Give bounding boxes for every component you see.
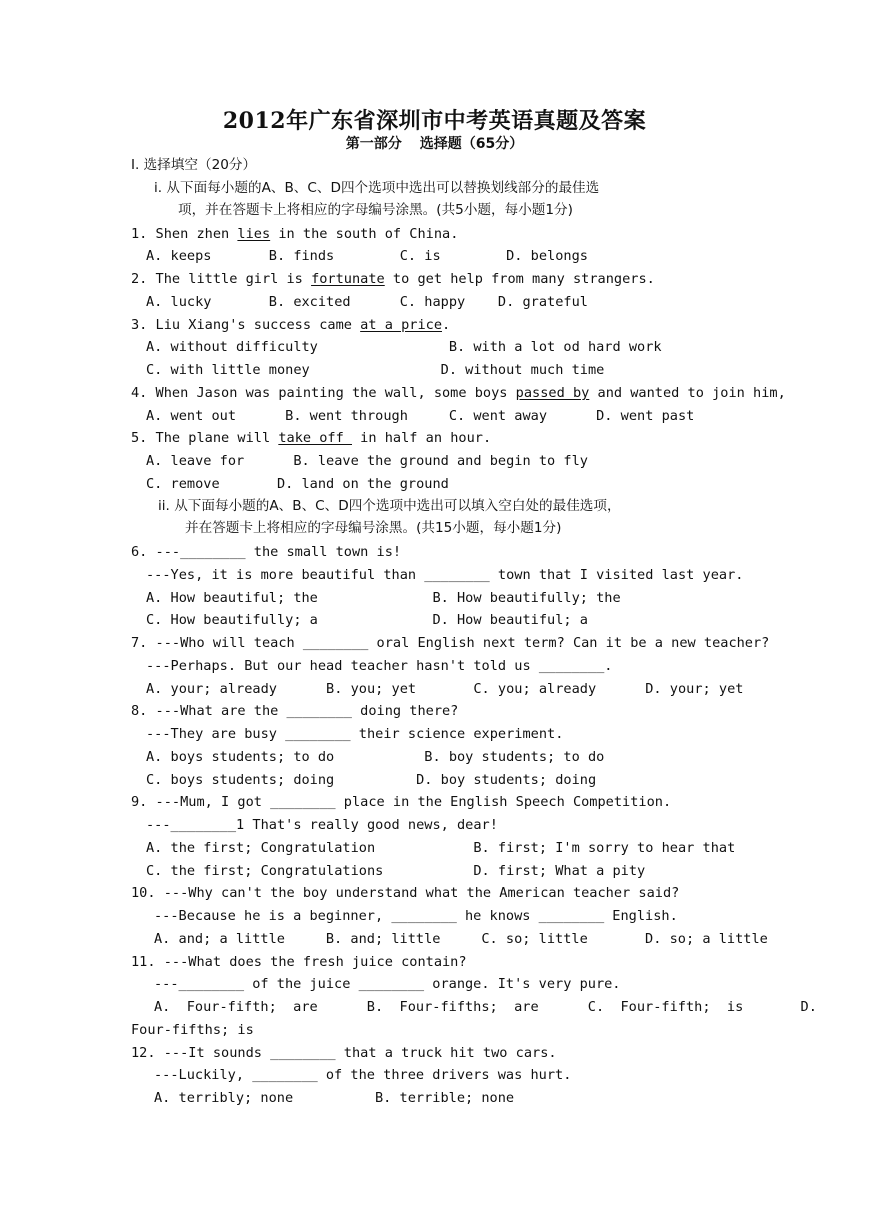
question-9-line2: ---________1 That's really good news, dear! [146, 817, 498, 833]
question-text: 4. When Jason was painting the wall, some boys [131, 385, 516, 401]
question-7-options: A. your; already B. you; yet C. you; already D. your; yet [146, 681, 744, 697]
underlined-phrase: lies [237, 226, 271, 242]
document-title: 2012年广东省深圳市中考英语真题及答案 [222, 108, 647, 134]
instruction-i-line1: i. 从下面每小题的A、B、C、D四个选项中选出可以替换划线部分的最佳选 [154, 180, 600, 196]
instruction-i-line2: 项，并在答题卡上将相应的字母编号涂黑。(共5小题，每小题1分) [178, 202, 573, 218]
question-3-options-1: A. without difficulty B. with a lot od hard work [146, 339, 662, 355]
underlined-phrase: passed by [515, 385, 590, 401]
question-8-line1: 8. ---What are the ________ doing there? [131, 703, 459, 719]
underlined-phrase: at a price [360, 317, 442, 333]
question-6-line1: 6. ---________ the small town is! [131, 544, 402, 560]
question-2 [131, 270, 655, 288]
question-8-options-1: A. boys students; to do B. boy students; to do [146, 749, 605, 765]
question-1-options: A. keeps B. finds C. is D. belongs [146, 248, 588, 264]
question-3-options-2: C. with little money D. without much time [146, 362, 605, 378]
question-6-options-1: A. How beautiful; the B. How beautifully; the [146, 590, 621, 606]
question-text: in the south of China. [270, 226, 459, 242]
question-9-options-1: A. the first; Congratulation B. first; I'm sorry to hear that [146, 840, 736, 856]
question-10-line2: ---Because he is a beginner, ________ he knows ________ English. [154, 908, 678, 924]
question-9-line1: 9. ---Mum, I got ________ place in the English Speech Competition. [131, 794, 672, 810]
question-10-line1: 10. ---Why can't the boy understand what the American teacher said? [131, 885, 680, 901]
question-9-options-2: C. the first; Congratulations D. first; What a pity [146, 863, 646, 879]
question-12-options: A. terribly; none B. terrible; none [154, 1090, 515, 1106]
question-6-line2: ---Yes, it is more beautiful than ________ town that I visited last year. [146, 567, 744, 583]
question-2-options: A. lucky B. excited C. happy D. grateful [146, 294, 588, 310]
document-subtitle [0, 133, 869, 153]
subtitle-section: 选择题（65分） [419, 136, 524, 152]
question-text: in half an hour. [352, 430, 492, 446]
question-5-options-2: C. remove D. land on the ground [146, 476, 449, 492]
section-heading: I. 选择填空（20分） [131, 157, 257, 173]
underlined-phrase: take off [278, 430, 352, 446]
question-5-options-1: A. leave for B. leave the ground and begin to fly [146, 453, 588, 469]
question-text: 5. The plane will [131, 430, 279, 446]
question-text: and wanted to join him, [589, 385, 786, 401]
question-7-line1: 7. ---Who will teach ________ oral English next term? Can it be a new teacher? [131, 635, 770, 651]
question-text: 1. Shen zhen [131, 226, 238, 242]
question-11-options-2: Four-fifths; is [131, 1022, 254, 1038]
question-10-options: A. and; a little B. and; little C. so; little D. so; a little [154, 931, 768, 947]
question-text: 3. Liu Xiang's success came [131, 317, 361, 333]
question-8-options-2: C. boys students; doing D. boy students; doing [146, 772, 597, 788]
question-12-line2: ---Luckily, ________ of the three drivers was hurt. [154, 1067, 572, 1083]
question-text: 2. The little girl is [131, 271, 312, 287]
question-3 [131, 316, 450, 334]
subtitle-part: 第一部分 [345, 136, 402, 152]
question-text: . [442, 317, 451, 333]
question-5 [131, 429, 491, 447]
underlined-phrase: fortunate [311, 271, 385, 287]
question-text: to get help from many strangers. [384, 271, 655, 287]
question-1 [131, 225, 458, 243]
question-11-line1: 11. ---What does the fresh juice contain? [131, 954, 467, 970]
question-11-line2: ---________ of the juice ________ orange. It's very pure. [154, 976, 621, 992]
question-11-options-1: A. Four-fifth; are B. Four-fifths; are C. Four-fifth; is D. [154, 999, 817, 1015]
question-12-line1: 12. ---It sounds ________ that a truck hit two cars. [131, 1045, 557, 1061]
question-8-line2: ---They are busy ________ their science experiment. [146, 726, 564, 742]
question-4 [131, 384, 786, 402]
question-4-options: A. went out B. went through C. went away D. went past [146, 408, 695, 424]
question-7-line2: ---Perhaps. But our head teacher hasn't told us ________. [146, 658, 613, 674]
instruction-ii-line2: 并在答题卡上将相应的字母编号涂黑。(共15小题，每小题1分) [185, 520, 562, 536]
instruction-ii-line1: ii. 从下面每小题的A、B、C、D四个选项中选出可以填入空白处的最佳选项， [158, 498, 621, 514]
question-6-options-2: C. How beautifully; a D. How beautiful; a [146, 612, 588, 628]
